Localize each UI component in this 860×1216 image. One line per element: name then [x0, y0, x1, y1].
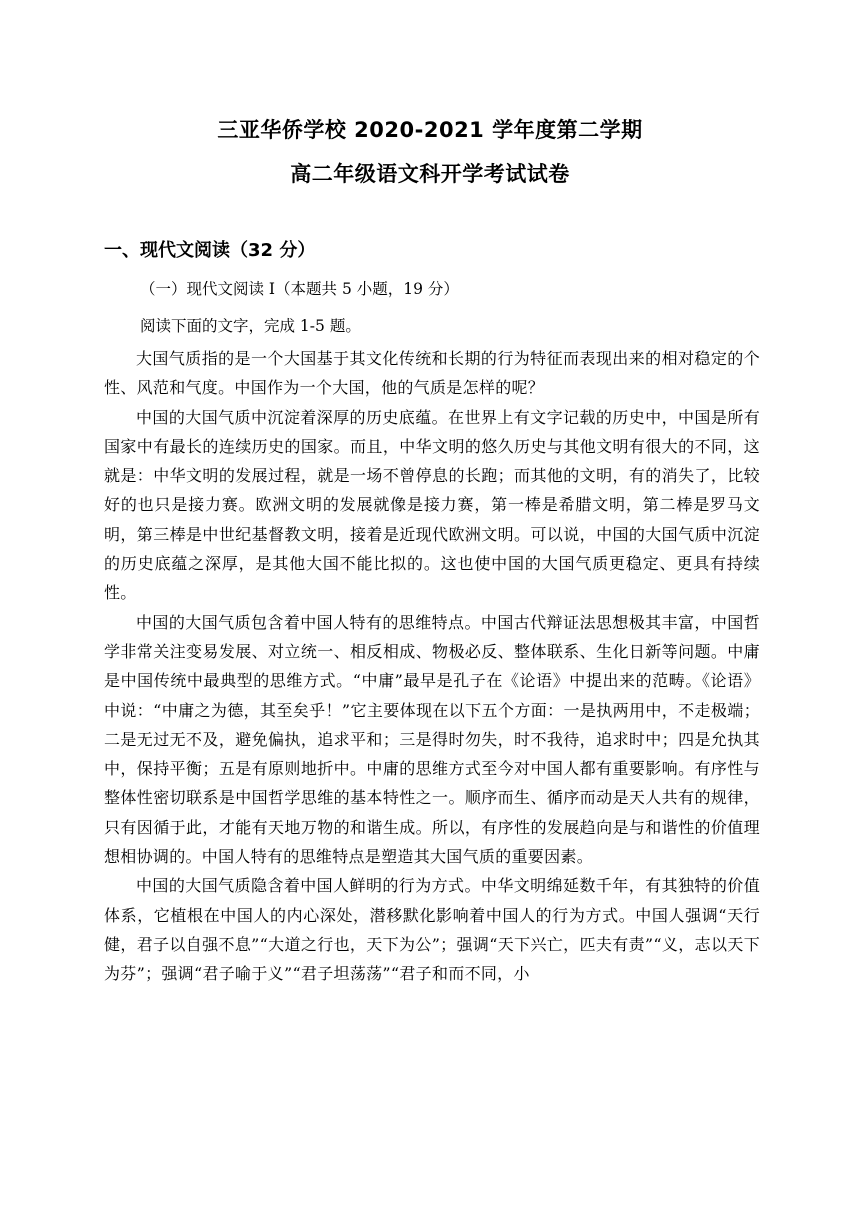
passage-paragraph-4: 中国的大国气质隐含着中国人鲜明的行为方式。中华文明绵延数千年，有其独特的价值体系，它植根在中国人的内心深处，潜移默化影响着中国人的行为方式。中国人强调“天行健，君子以自强不息”“大道之行也，天下为公”；强调“天下兴亡，匹夫有责”“义，志以天下为芬”；强调“君子喻于义”“君子坦荡荡”“君子和而不同，小	[104, 876, 760, 984]
reading-instruction: 阅读下面的文字，完成 1-5 题。	[140, 317, 361, 335]
passage-paragraph-2: 中国的大国气质中沉淀着深厚的历史底蕴。在世界上有文字记载的历史中，中国是所有国家中有最长的连续历史的国家。而且，中华文明的悠久历史与其他文明有很大的不同，这就是：中华文明的发展过程，就是一场不曾停息的长跑；而其他的文明，有的消失了，比较好的也只是接力赛。欧洲文明的发展就像是接力赛，第一棒是希腊文明，第二棒是罗马文明，第三棒是中世纪基督教文明，接着是近现代欧洲文明。可以说，中国的大国气质中沉淀的历史底蕴之深厚，是其他大国不能比拟的。这也使中国的大国气质更稳定、更具有持续性。	[104, 407, 760, 603]
subsection-heading: （一）现代文阅读 I（本题共 5 小题，19 分）	[140, 280, 459, 298]
passage-paragraph-1: 大国气质指的是一个大国基于其文化传统和长期的行为特征而表现出来的相对稳定的个性、风范和气度。中国作为一个大国，他的气质是怎样的呢？	[104, 349, 760, 398]
passage-paragraph-3: 中国的大国气质包含着中国人特有的思维特点。中国古代辩证法思想极其丰富，中国哲学非常关注变易发展、对立统一、相反相成、物极必反、整体联系、生化日新等问题。中庸是中国传统中最典型的思维方式。“中庸”最早是孔子在《论语》中提出来的范畴。《论语》中说：“中庸之为德，其至矣乎！”它主要体现在以下五个方面：一是执两用中，不走极端；二是无过无不及，避免偏执，追求平和；三是得时勿失，时不我待，追求时中；四是允执其中，保持平衡；五是有原则地折中。中庸的思维方式至今对中国人都有重要影响。有序性与整体性密切联系是中国哲学思维的基本特性之一。顺序而生、循序而动是天人共有的规律，只有因循于此，才能有天地万物的和谐生成。所以，有序性的发展趋向是与和谐性的价值理想相协调的。中国人特有的思维特点是塑造其大国气质的重要因素。	[104, 612, 760, 867]
exam-title-line2: 高二年级语文科开学考试试卷	[290, 162, 570, 186]
section-heading: 一、现代文阅读（32 分）	[104, 240, 316, 261]
exam-title-line1: 三亚华侨学校 2020-2021 学年度第二学期	[217, 118, 643, 142]
reading-passage	[104, 344, 760, 989]
